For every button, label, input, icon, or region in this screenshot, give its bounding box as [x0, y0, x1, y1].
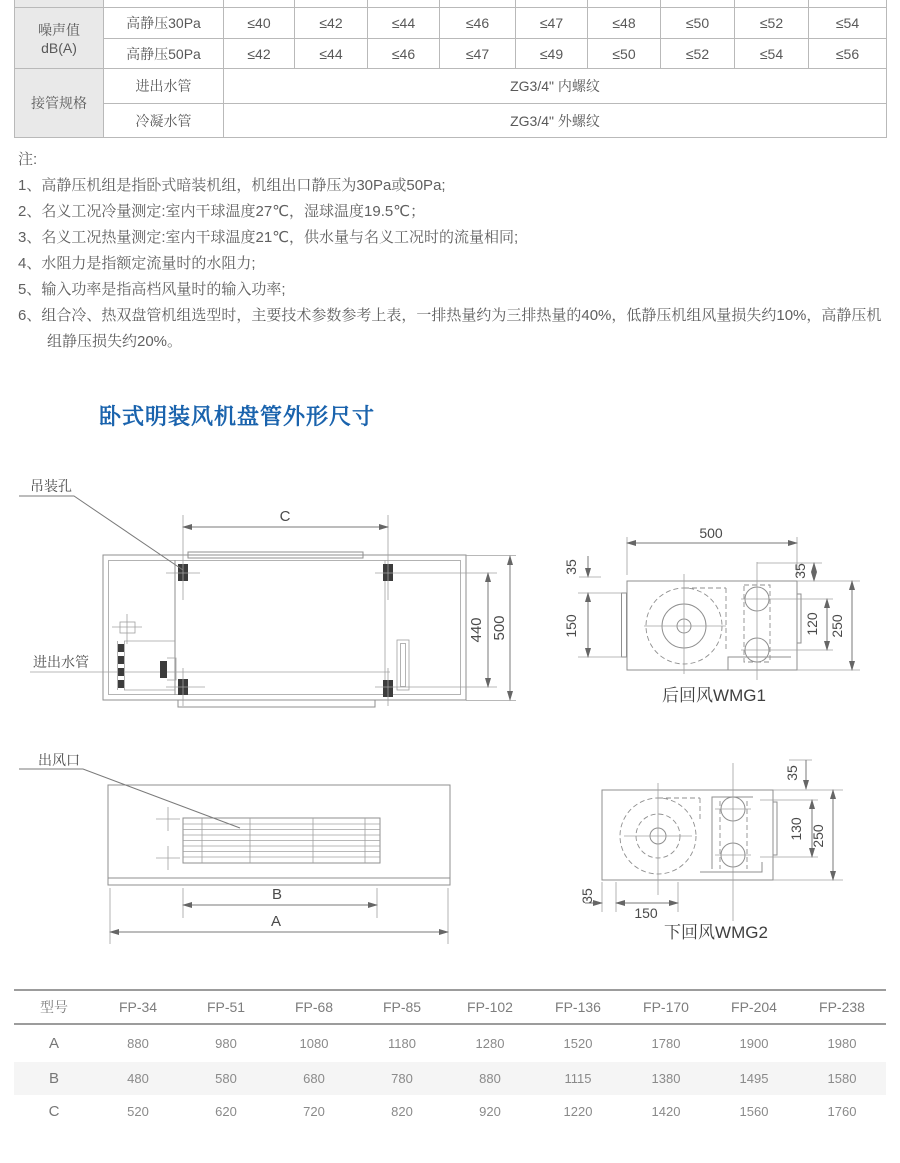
note-item: 1、高静压机组是指卧式暗装机组，机组出口静压为30Pa或50Pa; — [18, 177, 446, 194]
table-cell — [809, 0, 887, 8]
table-row-dim-b — [14, 1062, 886, 1095]
merged-value-cell: ZG3/4" 内螺纹 — [224, 69, 887, 104]
table-cell: 880 — [479, 1071, 501, 1086]
table-cell: 1115 — [564, 1071, 592, 1086]
table-cell — [295, 0, 368, 8]
table-cell: ≤47 — [516, 8, 588, 39]
row-label: B — [48, 1070, 59, 1087]
row-label: 高静压50Pa — [104, 39, 224, 69]
table-cell — [104, 0, 224, 8]
table-cell: 980 — [215, 1036, 237, 1051]
group-label-line1: 噪声值 — [38, 22, 80, 38]
table-cell: ≤42 — [224, 39, 295, 69]
table-cell: ≤56 — [809, 39, 887, 69]
dim-b-label: B — [271, 886, 283, 903]
table-cell: ≤49 — [516, 39, 588, 69]
row-group-pipe-spec: 接管规格 — [15, 69, 104, 138]
wmg1-dim-120: 120 — [804, 612, 820, 636]
wmg2-caption: 下回风WMG2 — [664, 923, 768, 942]
row-label: C — [48, 1103, 60, 1120]
table-cell: 620 — [215, 1104, 237, 1119]
dim-500-label: 500 — [491, 615, 508, 641]
table-cell: 520 — [127, 1104, 149, 1119]
table-cell: ≤44 — [295, 39, 368, 69]
table-cell — [440, 0, 516, 8]
table-cell: 1280 — [475, 1036, 505, 1051]
wmg2-dim-130: 130 — [788, 817, 804, 841]
table-cell: 720 — [303, 1104, 325, 1119]
table-cell: ≤44 — [368, 8, 440, 39]
column-header-model: 型号 — [14, 990, 94, 1024]
table-cell: ≤52 — [735, 8, 809, 39]
table-cell: 680 — [303, 1071, 325, 1086]
wmg2-dim-250: 250 — [810, 824, 826, 848]
air-outlet-label: 出风口 — [38, 752, 80, 768]
wmg1-end-view-drawing — [563, 525, 860, 705]
row-label: A — [48, 1035, 59, 1052]
wmg2-dim-35-top: 35 — [784, 765, 800, 781]
table-cell: ≤42 — [295, 8, 368, 39]
water-pipe-label: 进出水管 — [33, 654, 89, 670]
table-cell: 1380 — [651, 1071, 681, 1086]
wmg2-dim-150: 150 — [634, 905, 658, 921]
table-row-dim-c — [14, 1095, 886, 1128]
group-label-line2: dB(A) — [41, 40, 77, 56]
table-cell: 1580 — [827, 1071, 857, 1086]
row-label: 进出水管 — [104, 69, 224, 104]
dim-a-label: A — [270, 913, 282, 930]
wmg1-caption: 后回风WMG1 — [662, 686, 766, 705]
table-cell: ≤48 — [588, 8, 661, 39]
hanging-hole-label: 吊装孔 — [30, 478, 72, 494]
dim-c-label: C — [279, 508, 291, 525]
model-dimensions-table — [14, 989, 886, 1128]
row-group-noise — [15, 8, 104, 69]
table-cell: 1180 — [388, 1036, 416, 1051]
wmg2-end-view-drawing — [579, 760, 843, 942]
table-cell — [368, 0, 440, 8]
merged-value-cell: ZG3/4" 外螺纹 — [224, 104, 887, 138]
table-cell: 1900 — [739, 1036, 769, 1051]
table-cell: 780 — [391, 1071, 413, 1086]
table-cell: 920 — [479, 1104, 501, 1119]
wmg1-dim-35-right: 35 — [792, 563, 808, 579]
note-item: 2、名义工况冷量测定:室内干球温度27℃，湿球温度19.5℃； — [18, 203, 426, 220]
column-header: FP-136 — [534, 990, 622, 1024]
table-cell: 1495 — [739, 1071, 769, 1086]
table-row-water-pipe — [15, 69, 887, 104]
wmg1-dim-35-left: 35 — [563, 559, 579, 575]
table-cell: ≤50 — [588, 39, 661, 69]
note-item: 6、组合冷、热双盘管机组选型时，主要技术参数参考上表，一排热量约为三排热量的40%，低静压机组风量损失约10%，高静压机组静压损失约20%。 — [18, 307, 882, 350]
table-cell: 820 — [391, 1104, 413, 1119]
table-cell: 1520 — [563, 1036, 593, 1051]
table-cell: 580 — [215, 1071, 237, 1086]
wmg1-dim-150: 150 — [563, 614, 579, 638]
table-cell: 1560 — [739, 1104, 769, 1119]
table-cell — [661, 0, 735, 8]
note-item: 3、名义工况热量测定:室内干球温度21℃，供水量与名义工况时的流量相同; — [18, 229, 519, 246]
column-header: FP-85 — [358, 990, 446, 1024]
table-row-noise-30pa — [15, 8, 887, 39]
table-cell — [224, 0, 295, 8]
column-header: FP-170 — [622, 990, 710, 1024]
table-cell: ≤46 — [440, 8, 516, 39]
table-cell — [588, 0, 661, 8]
note-item: 4、水阻力是指额定流量时的水阻力; — [18, 255, 256, 272]
table-row-condensate-pipe — [15, 104, 887, 138]
table-cell: ≤40 — [224, 8, 295, 39]
table-cell: ≤46 — [368, 39, 440, 69]
table-row-cutoff — [15, 0, 887, 8]
table-header-row — [14, 990, 886, 1024]
table-row-dim-a — [14, 1024, 886, 1062]
table-cell: 880 — [127, 1036, 149, 1051]
table-cell: 1980 — [827, 1036, 857, 1051]
row-label: 高静压30Pa — [104, 8, 224, 39]
wmg1-dim-250: 250 — [829, 614, 845, 638]
table-cell: 480 — [127, 1071, 149, 1086]
top-view-drawing — [19, 478, 516, 707]
table-cell: ≤54 — [809, 8, 887, 39]
notes-title: 注: — [18, 151, 38, 168]
wmg2-dim-35-bottom: 35 — [579, 888, 595, 904]
table-cell: ≤52 — [661, 39, 735, 69]
table-cell — [735, 0, 809, 8]
front-view-drawing — [19, 752, 450, 944]
table-cell: ≤47 — [440, 39, 516, 69]
notes-block — [18, 147, 882, 355]
row-label: 冷凝水管 — [104, 104, 224, 138]
column-header: FP-34 — [94, 990, 182, 1024]
column-header: FP-68 — [270, 990, 358, 1024]
table-cell: 1080 — [299, 1036, 329, 1051]
column-header: FP-102 — [446, 990, 534, 1024]
dim-440-label: 440 — [468, 617, 485, 643]
note-item: 5、输入功率是指高档风量时的输入功率; — [18, 281, 286, 298]
table-cell: 1780 — [651, 1036, 681, 1051]
section-title: 卧式明装风机盘管外形尺寸 — [99, 404, 376, 430]
table-cell: ≤54 — [735, 39, 809, 69]
table-cell: ≤50 — [661, 8, 735, 39]
noise-and-pipe-spec-table — [14, 0, 887, 138]
table-cell: 1420 — [651, 1104, 681, 1119]
table-cell: 1760 — [827, 1104, 857, 1119]
table-cell — [516, 0, 588, 8]
table-cell — [15, 0, 104, 8]
column-header: FP-204 — [710, 990, 798, 1024]
column-header: FP-51 — [182, 990, 270, 1024]
column-header: FP-238 — [798, 990, 886, 1024]
wmg1-dim-500: 500 — [699, 525, 723, 541]
table-cell: 1220 — [563, 1104, 593, 1119]
table-row-noise-50pa — [15, 39, 887, 69]
